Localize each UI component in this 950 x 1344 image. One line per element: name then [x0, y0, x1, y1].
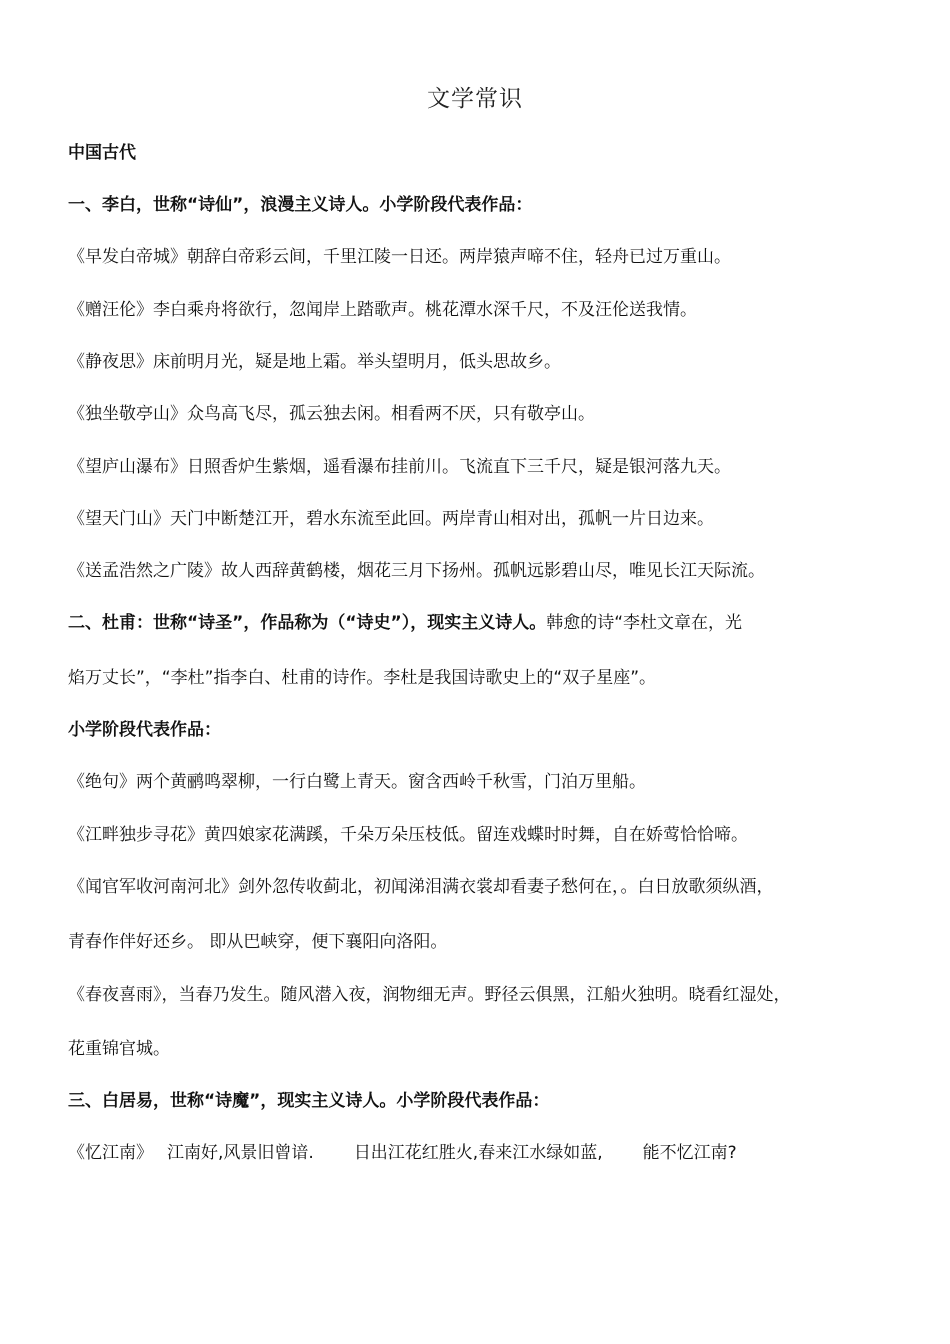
- du-fu-poem-4-line-2: 花重锦官城。: [68, 1039, 170, 1059]
- bai-juyi-poem-part-1: 江南好,风景旧曾谙.: [167, 1143, 314, 1163]
- du-fu-subheading: 小学阶段代表作品：: [68, 720, 221, 740]
- bai-juyi-poem-1: [68, 1139, 890, 1167]
- du-fu-poem-1: 《绝句》两个黄鹂鸣翠柳，一行白鹭上青天。窗含西岭千秋雪，门泊万里船。: [68, 772, 646, 792]
- bai-juyi-poem-part-2: 日出江花红胜火,春来江水绿如蓝,: [353, 1143, 603, 1163]
- li-bai-poem-1: 《早发白帝城》朝辞白帝彩云间，千里江陵一日还。两岸猿声啼不住，轻舟已过万重山。: [68, 247, 731, 267]
- page-title: 文学常识: [427, 86, 523, 112]
- li-bai-heading: 一、李白，世称“诗仙”，浪漫主义诗人。小学阶段代表作品：: [68, 195, 533, 215]
- li-bai-poem-3: 《静夜思》床前明月光，疑是地上霜。举头望明月，低头思故乡。: [68, 352, 561, 372]
- bai-juyi-poem-title: 《忆江南》: [68, 1143, 153, 1163]
- bai-juyi-heading: 三、白居易，世称“诗魔”，现实主义诗人。小学阶段代表作品：: [68, 1091, 550, 1111]
- li-bai-poem-5: 《望庐山瀑布》日照香炉生紫烟，遥看瀑布挂前川。飞流直下三千尺，疑是银河落九天。: [68, 457, 731, 477]
- li-bai-poem-6: 《望天门山》天门中断楚江开，碧水东流至此回。两岸青山相对出，孤帆一片日边来。: [68, 509, 714, 529]
- du-fu-heading: [68, 609, 890, 637]
- du-fu-poem-3-line-1: 《闻官军收河南河北》剑外忽传收蓟北，初闻涕泪满衣裳却看妻子愁何在，。白日放歌须纵酒，: [68, 877, 774, 897]
- du-fu-heading-note: 韩愈的诗“李杜文章在，光: [546, 613, 743, 633]
- du-fu-poem-4-line-1: 《春夜喜雨》，当春乃发生。随风潜入夜，润物细无声。野径云俱黑，江船火独明。晓看红湿处，: [68, 985, 791, 1005]
- li-bai-poem-2: 《赠汪伦》李白乘舟将欲行，忽闻岸上踏歌声。桃花潭水深千尺，不及汪伦送我情。: [68, 300, 697, 320]
- du-fu-heading-note-continued: 焰万丈长”，“李杜”指李白、杜甫的诗作。李杜是我国诗歌史上的“双子星座”。: [68, 668, 657, 688]
- bai-juyi-poem-part-3: 能不忆江南?: [642, 1143, 737, 1163]
- du-fu-heading-bold: 二、杜甫：世称“诗圣”，作品称为（“诗史”），现实主义诗人。: [68, 613, 547, 633]
- du-fu-poem-2: 《江畔独步寻花》黄四娘家花满蹊，千朵万朵压枝低。留连戏蝶时时舞，自在娇莺恰恰啼。: [68, 825, 748, 845]
- li-bai-poem-4: 《独坐敬亭山》众鸟高飞尽，孤云独去闲。相看两不厌，只有敬亭山。: [68, 404, 595, 424]
- li-bai-poem-7: 《送孟浩然之广陵》故人西辞黄鹤楼，烟花三月下扬州。孤帆远影碧山尽，唯见长江天际流。: [68, 561, 765, 581]
- section-heading-ancient: 中国古代: [68, 143, 136, 163]
- du-fu-poem-3-line-2: 青春作伴好还乡。 即从巴峡穿，便下襄阳向洛阳。: [68, 932, 448, 952]
